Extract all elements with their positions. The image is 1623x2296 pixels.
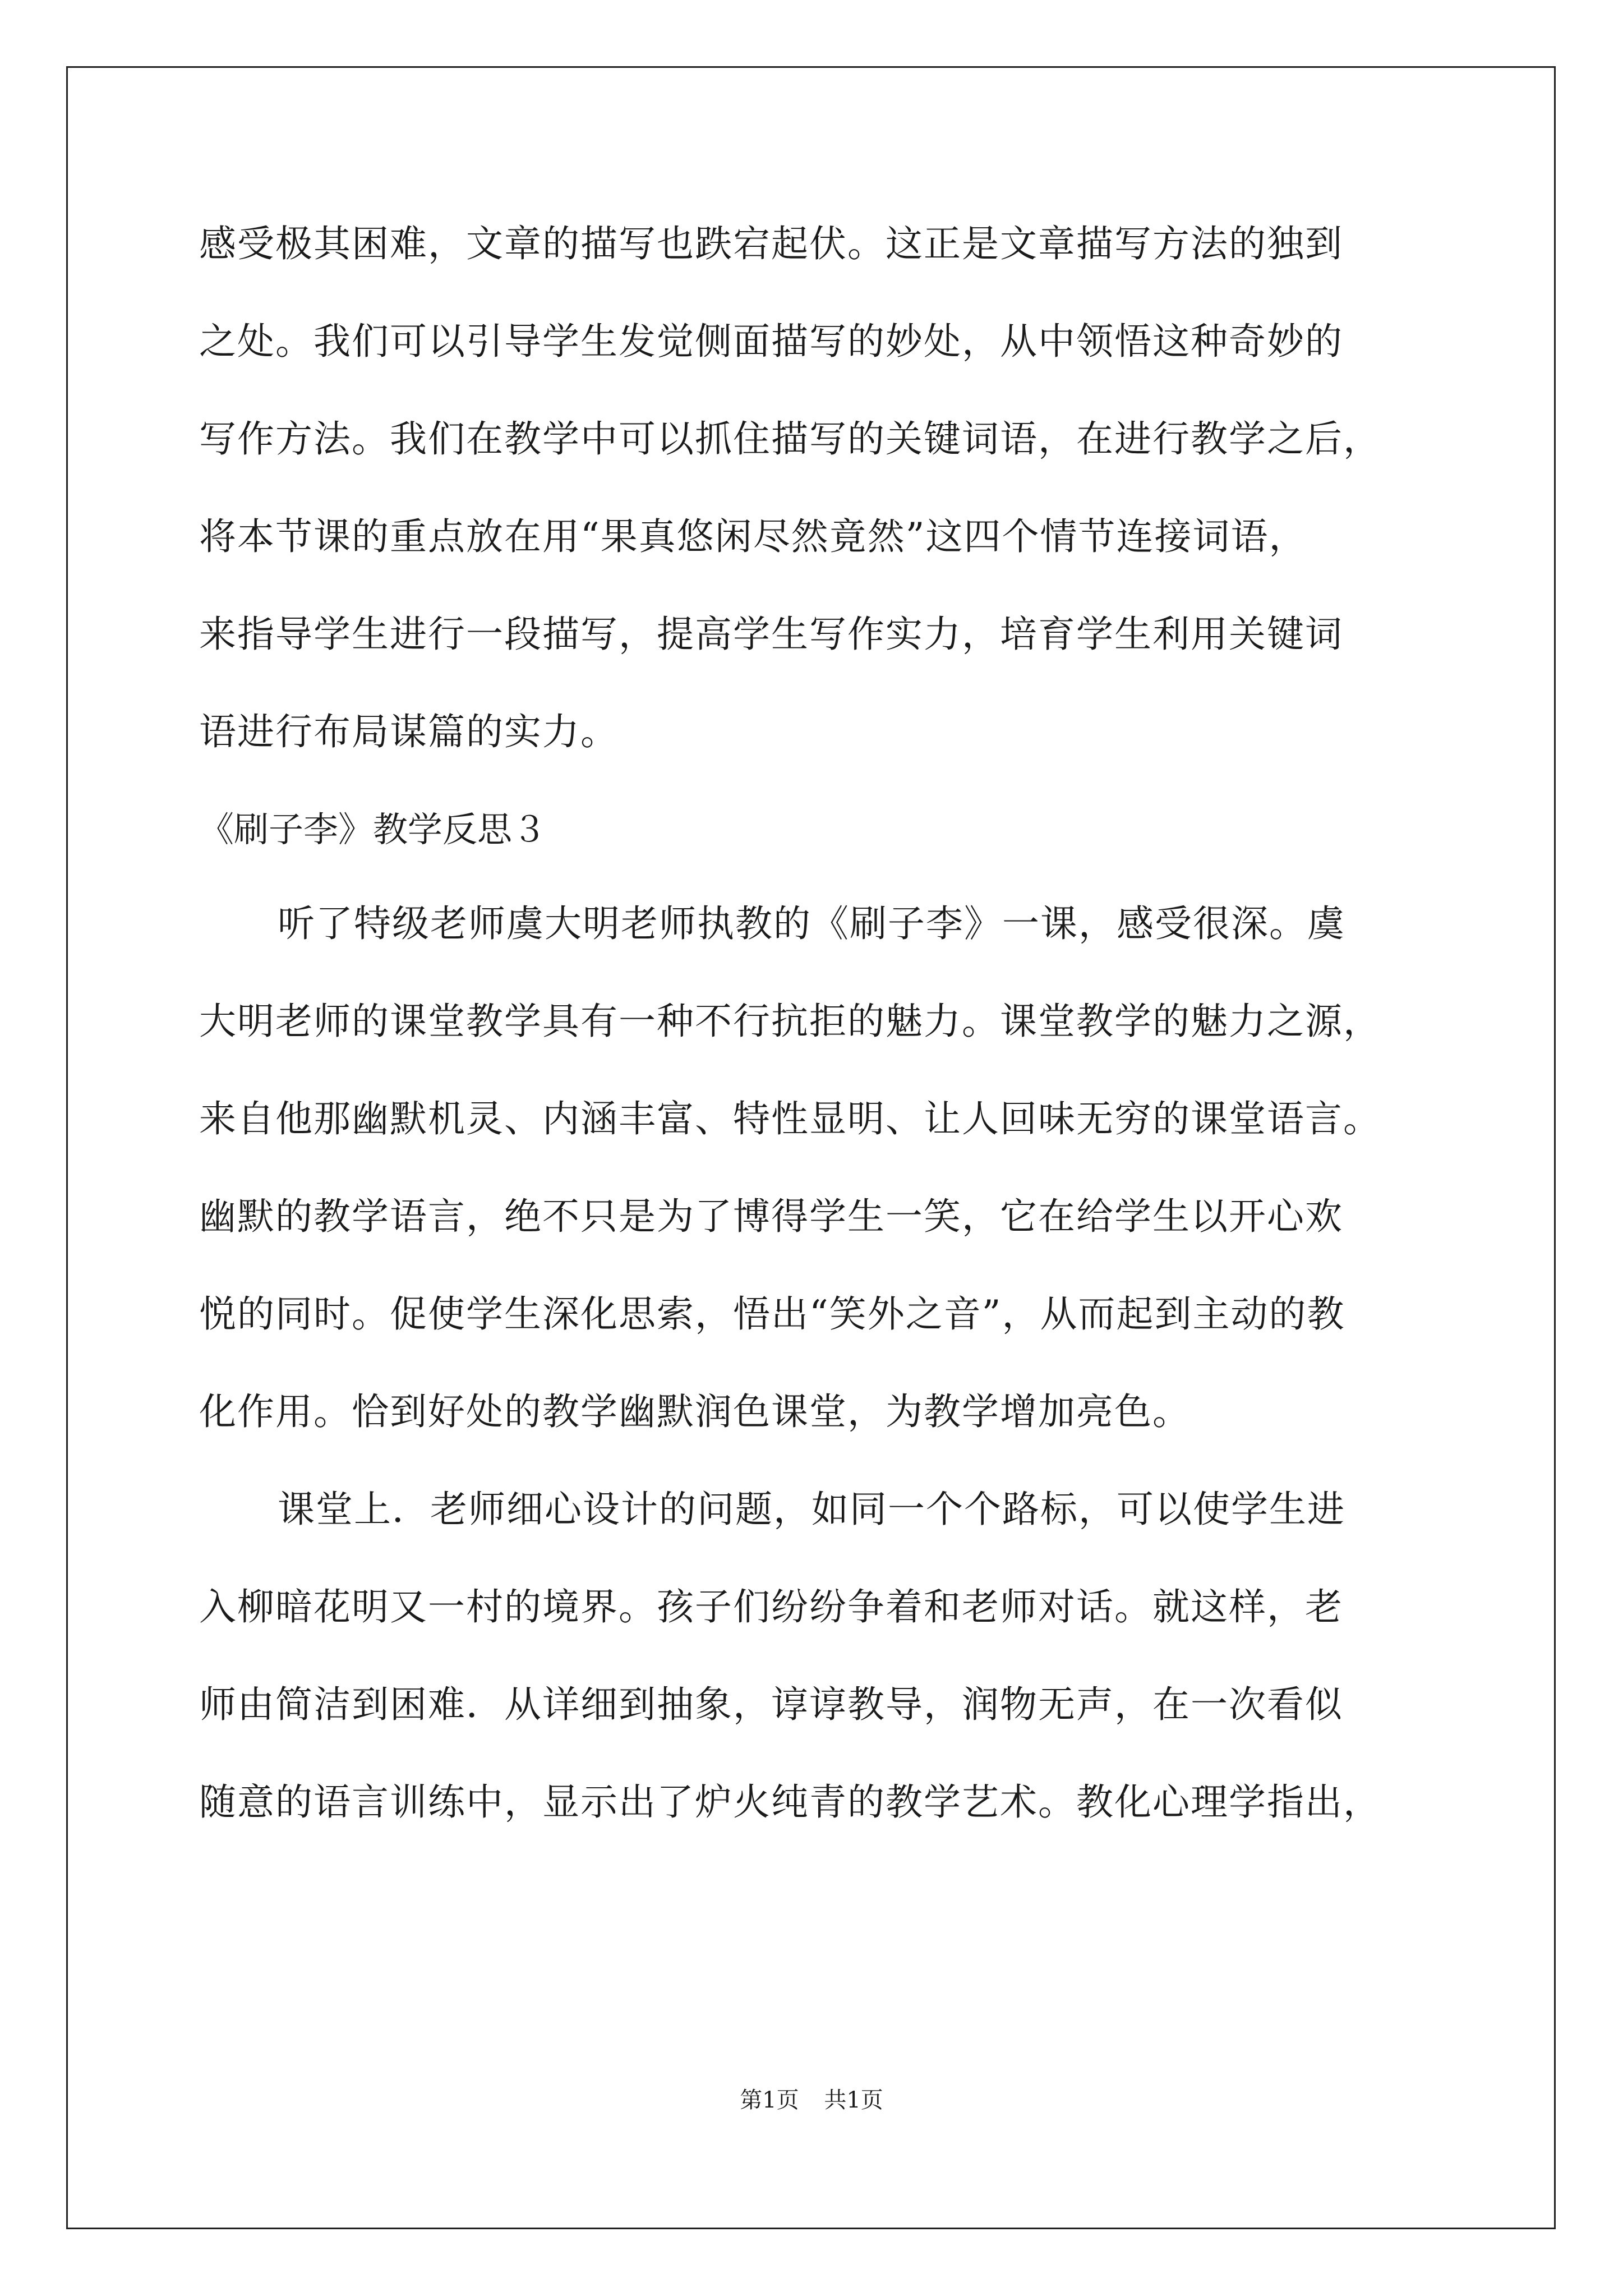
text-line: 悦的同时。促使学生深化思索，悟出“笑外之音”，从而起到主动的教 [199, 1292, 1345, 1336]
text-line: 师由简洁到困难．从详细到抽象，谆谆教导，润物无声，在一次看似 [199, 1683, 1343, 1726]
text-line: 化作用。恰到好处的教学幽默润色课堂，为教学增加亮色。 [199, 1390, 1191, 1433]
page-footer [0, 2082, 1623, 2114]
page-number-current: 第1页 [740, 2087, 799, 2113]
text-line: 感受极其困难，文章的描写也跌宕起伏。这正是文章描写方法的独到 [199, 222, 1343, 265]
text-line: 课堂上．老师细心设计的问题，如同一个个路标，可以使学生进 [278, 1488, 1345, 1531]
section-heading: 《刷子李》教学反思３ [199, 809, 547, 850]
text-line: 将本节课的重点放在用“果真悠闲尽然竟然”这四个情节连接词语， [199, 515, 1307, 558]
text-line: 来自他那幽默机灵、内涵丰富、特性显明、让人回味无穷的课堂语言。 [199, 1097, 1381, 1140]
text-line: 语进行布局谋篇的实力。 [199, 710, 619, 753]
text-line: 来指导学生进行一段描写，提高学生写作实力，培育学生利用关键词 [199, 613, 1343, 656]
document-body [199, 208, 1467, 1864]
text-line: 之处。我们可以引导学生发觉侧面描写的妙处，从中领悟这种奇妙的 [199, 320, 1343, 363]
text-line: 随意的语言训练中，显示出了炉火纯青的教学艺术。教化心理学指出， [199, 1780, 1381, 1824]
text-line: 大明老师的课堂教学具有一种不行抗拒的魅力。课堂教学的魅力之源， [199, 1000, 1381, 1043]
text-line: 听了特级老师虞大明老师执教的《刷子李》一课，感受很深。虞 [278, 902, 1345, 945]
text-line: 写作方法。我们在教学中可以抓住描写的关键词语，在进行教学之后， [199, 417, 1381, 461]
text-line: 幽默的教学语言，绝不只是为了博得学生一笑，它在给学生以开心欢 [199, 1195, 1343, 1238]
text-line: 入柳暗花明又一村的境界。孩子们纷纷争着和老师对话。就这样，老 [199, 1585, 1343, 1628]
page-number-total: 共1页 [824, 2087, 883, 2113]
